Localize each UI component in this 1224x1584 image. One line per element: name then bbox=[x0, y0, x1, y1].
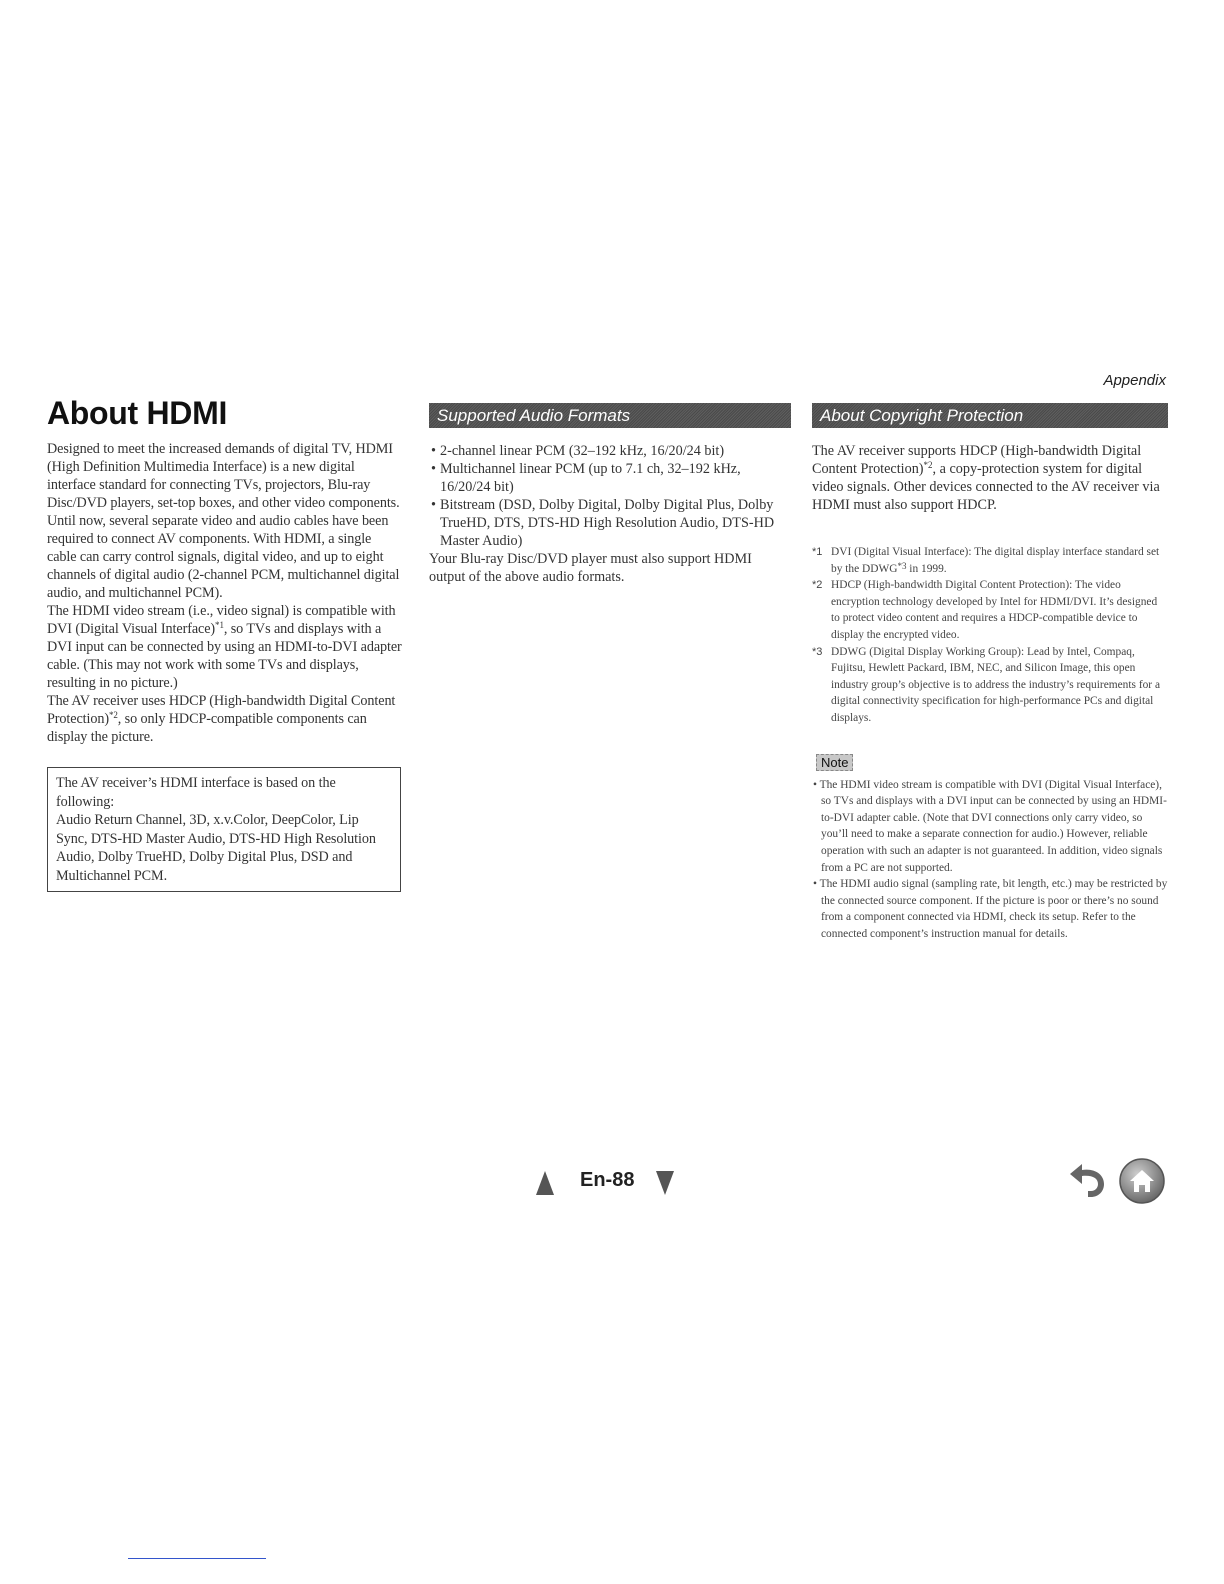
hdcp-support-paragraph bbox=[812, 442, 1168, 514]
note-label: Note bbox=[816, 754, 853, 771]
column-copyright bbox=[812, 396, 1168, 942]
list-item-text: Multichannel linear PCM (up to 7.1 ch, 32–192 kHz, 16/20/24 bit) bbox=[440, 461, 741, 495]
bottom-rule bbox=[128, 1558, 266, 1559]
footnotes bbox=[812, 544, 1168, 727]
dvi-paragraph bbox=[47, 602, 403, 692]
list-item bbox=[812, 777, 1168, 877]
footnote-text-end: in 1999. bbox=[906, 562, 947, 575]
page-number: En-88 bbox=[580, 1169, 635, 1191]
bullet-icon: • bbox=[431, 443, 436, 459]
column-about-hdmi bbox=[47, 396, 403, 892]
box-features: Audio Return Channel, 3D, x.v.Color, DeepColor, Lip Sync, DTS-HD Master Audio, DTS-HD High Resolution Audio, Dolby TrueHD, Dolby Digital Plus, DSD and Multichannel PCM. bbox=[56, 812, 376, 884]
list-item-text: 2-channel linear PCM (32–192 kHz, 16/20/24 bit) bbox=[440, 443, 725, 459]
footnote-ref[interactable]: *2 bbox=[108, 710, 118, 720]
audio-format-list bbox=[429, 442, 791, 550]
home-icon[interactable] bbox=[1118, 1157, 1166, 1205]
hdmi-features-box bbox=[47, 767, 401, 892]
footnote-mark: *2 bbox=[812, 579, 823, 592]
list-item bbox=[812, 876, 1168, 942]
previous-page-arrow-icon[interactable] bbox=[536, 1171, 554, 1195]
page-title: About HDMI bbox=[47, 395, 228, 431]
section-heading-copyright: About Copyright Protection bbox=[812, 403, 1168, 428]
footnote-text: DVI (Digital Visual Interface): The digital display interface standard set by the DDWG bbox=[831, 546, 1160, 575]
intro-paragraph: Designed to meet the increased demands of digital TV, HDMI (High Definition Multimedia Interface) is a new digital interface standard for connecting TVs, projectors, Blu-ray Disc/DVD players, set-top boxes, and other video components. Until now, several separate video and audio cables have been required to connect AV components. With HDMI, a single cable can carry control signals, digital video, and up to eight channels of digital audio (2-channel PCM, multichannel digital audio, and multichannel PCM). bbox=[47, 441, 400, 601]
note-text: The HDMI audio signal (sampling rate, bit length, etc.) may be restricted by the connected source component. If the picture is poor or there’s no sound from a component connected via HDMI, check its setup. Refer to the connected component’s instruction manual for details. bbox=[819, 878, 1168, 940]
bullet-icon: • bbox=[431, 461, 436, 477]
hdcp-support-text-b: , a copy-protection system for digital video signals. Other devices connected to the AV receiver via HDMI must also support HDCP. bbox=[812, 461, 1160, 513]
footnote-ref[interactable]: *2 bbox=[923, 460, 933, 470]
section-label: Appendix bbox=[1103, 372, 1166, 389]
footnote bbox=[812, 577, 1168, 643]
back-arrow-icon[interactable] bbox=[1064, 1160, 1108, 1200]
footnote-text: HDCP (High-bandwidth Digital Content Protection): The video encryption technology developed by Intel for HDMI/DVI. It’s designed to protect video content and requires a HDCP-compatible device to display the encrypted video. bbox=[831, 579, 1158, 641]
dvi-text-a: The HDMI video stream (i.e., video signal) is compatible with DVI (Digital Visual Interface) bbox=[47, 603, 396, 637]
footnote-ref[interactable]: *1 bbox=[215, 620, 224, 630]
footnote-ref[interactable]: *3 bbox=[897, 560, 907, 571]
footnote-mark: *3 bbox=[812, 645, 823, 658]
note-list bbox=[812, 777, 1168, 943]
box-intro: The AV receiver’s HDMI interface is based on the following: bbox=[56, 775, 336, 810]
hdcp-text-b: , so only HDCP-compatible components can display the picture. bbox=[47, 711, 367, 745]
bullet-icon: • bbox=[813, 878, 820, 891]
page-navigation bbox=[536, 1167, 676, 1199]
footnote-mark: *1 bbox=[812, 546, 823, 558]
hdcp-text-a: The AV receiver uses HDCP (High-bandwidth Digital Content Protection) bbox=[47, 693, 396, 727]
hdcp-support-text-a: The AV receiver supports HDCP (High-bandwidth Digital Content Protection) bbox=[812, 443, 1142, 477]
footnote-text: DDWG (Digital Display Working Group): Lead by Intel, Compaq, Fujitsu, Hewlett Packard, IBM, NEC, and Silicon Image, this open industry group’s objective is to address the industry’s requirements for a digital connectivity specification for high-performance PCs and digital displays. bbox=[831, 645, 1160, 724]
list-item bbox=[429, 460, 791, 496]
next-page-arrow-icon[interactable] bbox=[656, 1171, 674, 1195]
footnote bbox=[812, 644, 1168, 727]
hdcp-paragraph bbox=[47, 692, 403, 746]
section-heading-audio-formats: Supported Audio Formats bbox=[429, 403, 791, 428]
bullet-icon: • bbox=[813, 778, 820, 791]
note-text: The HDMI video stream is compatible with DVI (Digital Visual Interface), so TVs and displays with a DVI input can be connected by using an HDMI-to-DVI adapter cable. (Note that DVI connections only carry video, so you’ll need to make a separate connection for audio.) However, reliable operation with such an adapter is not guaranteed. In addition, video signals from a PC are not supported. bbox=[819, 778, 1167, 874]
bullet-icon: • bbox=[431, 497, 436, 513]
list-item-text: Bitstream (DSD, Dolby Digital, Dolby Digital Plus, Dolby TrueHD, DTS, DTS-HD High Resolution Audio, DTS-HD Master Audio) bbox=[440, 497, 775, 549]
column-audio-formats bbox=[429, 396, 791, 586]
dvi-text-b: , so TVs and displays with a DVI input can be connected by using an HDMI-to-DVI adapter cable. (This may not work with some TVs and displays, resulting in no picture.) bbox=[47, 621, 402, 691]
footnote bbox=[812, 544, 1168, 577]
list-item bbox=[429, 496, 791, 550]
list-item bbox=[429, 442, 791, 460]
player-support-paragraph: Your Blu-ray Disc/DVD player must also support HDMI output of the above audio formats. bbox=[429, 551, 752, 585]
